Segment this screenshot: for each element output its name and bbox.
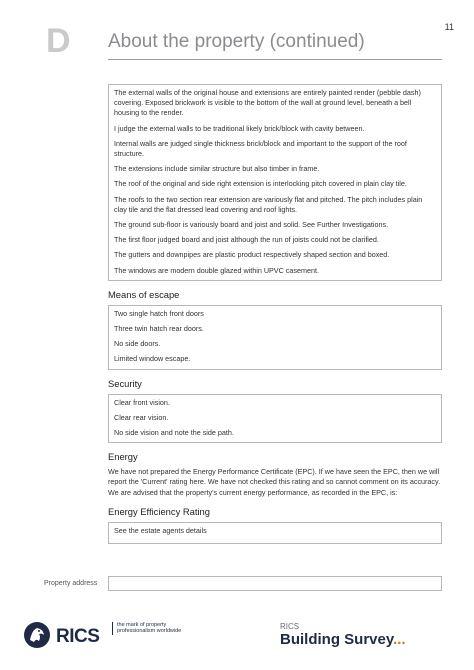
list-item: Clear front vision.	[114, 397, 170, 407]
list-item: Two single hatch front doors	[114, 308, 204, 318]
construction-paragraph: The windows are modern double glazed within UPVC casement.	[114, 265, 319, 275]
list-item: Limited window escape.	[114, 354, 191, 364]
survey-brand-dots: ...	[393, 631, 406, 648]
survey-brand-title-text: Building Survey	[280, 631, 394, 648]
survey-brand	[280, 622, 406, 649]
survey-brand-small: RICS	[280, 622, 300, 631]
rics-wordmark: RICS	[56, 626, 100, 647]
construction-box	[108, 84, 442, 281]
construction-paragraph: Internal walls are judged single thickness brick/block and important to the support of the roof structure.	[114, 138, 407, 159]
energy-rating-heading: Energy Efficiency Rating	[108, 505, 210, 517]
rics-tagline: the mark of property professionalism worldwide	[112, 622, 192, 635]
construction-paragraph: The gutters and downpipes are plastic product respectively shaped section and boxed.	[114, 250, 390, 260]
content-area	[108, 84, 442, 544]
construction-paragraph: The ground sub-floor is variously board and joist and solid. See Further Investigations.	[114, 220, 389, 230]
security-heading: Security	[108, 377, 142, 389]
property-address-field	[108, 576, 442, 591]
section-letter: D	[46, 22, 71, 60]
header-divider	[108, 59, 442, 60]
rics-lion-icon	[22, 620, 52, 650]
construction-paragraph: The external walls of the original house and extensions are entirely painted render (pebble dash) covering. Exposed brickwork is visible to the bottom of the wall at ground level, beneath a bell housing to the render.	[114, 88, 421, 118]
list-item: No side doors.	[114, 339, 161, 349]
energy-rating-value: See the estate agents details	[114, 525, 207, 535]
rics-logo	[22, 620, 182, 650]
list-item: Three twin hatch rear doors.	[114, 324, 204, 334]
energy-heading: Energy	[108, 451, 138, 463]
page-number: 11	[444, 22, 454, 32]
survey-brand-title	[280, 631, 406, 649]
construction-paragraph: I judge the external walls to be traditional likely brick/block with cavity between.	[114, 123, 365, 133]
security-box	[108, 394, 442, 444]
construction-paragraph: The roofs to the two section rear extension are variously flat and pitched. The pitch includes plain clay tile and the flat dressed lead covering and roof lights.	[114, 194, 423, 214]
list-item: No side vision and note the side path.	[114, 428, 234, 438]
energy-rating-box	[108, 522, 442, 544]
property-address-label: Property address	[44, 580, 98, 587]
construction-paragraph: The roof of the original and side right extension is interlocking pitch covered in plain clay tile.	[114, 179, 407, 189]
list-item: Clear rear vision.	[114, 412, 169, 422]
energy-text: We have not prepared the Energy Performance Certificate (EPC). If we have seen the EPC, then we will report the 'Current' rating here. We have not checked this rating and so cannot comment on its accuracy. We are advised that the property's current energy performance, as recorded in the EPC, is:	[108, 467, 441, 497]
construction-paragraph: The first floor judged board and joist although the run of joists could not be clarified.	[114, 235, 379, 245]
means-of-escape-heading: Means of escape	[108, 288, 180, 300]
construction-paragraph: The extensions include similar structure but also timber in frame.	[114, 164, 320, 174]
page-title: About the property (continued)	[108, 31, 365, 52]
means-of-escape-box	[108, 305, 442, 370]
section-header	[46, 22, 442, 60]
